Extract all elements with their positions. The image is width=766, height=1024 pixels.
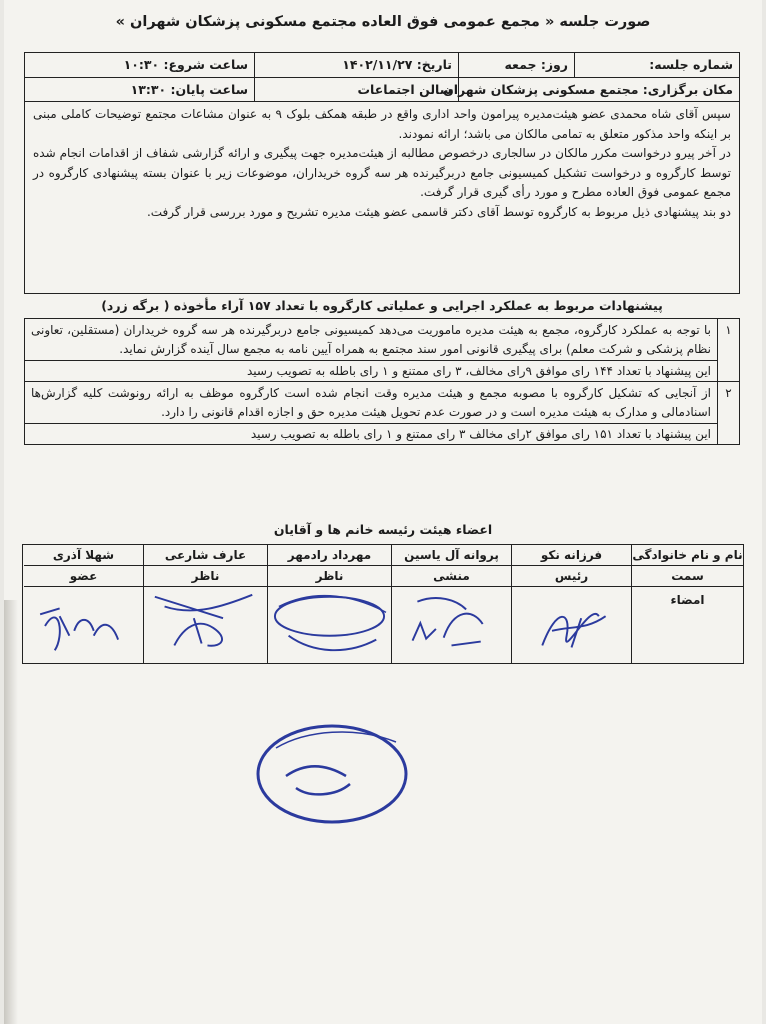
proposal-text: از آنجایی که تشکیل کارگروه با مصوبه مجمع و هیئت مدیره وقت انجام شده است کارگروه موظف به ارائه رونوشت کلیه گزارش‌ها اسنادمالی و مدارک به هیئت مدیره است و در صورت عدم تحویل هیئت مدیره حق و اجازه اقدام قانونی را دارد. [31, 386, 711, 419]
label-name: نام و نام خانوادگی [632, 545, 743, 566]
start-time: ساعت شروع: ۱۰:۳۰ [25, 53, 255, 77]
meeting-hall: سالن اجتماعات [255, 78, 459, 102]
meeting-date: تاریخ: ۱۴۰۲/۱۱/۲۷ [255, 53, 459, 77]
proposal-vote: این پیشنهاد با تعداد ۱۵۱ رای موافق ۲رای مخالف ۳ رای ممتنع و ۱ رای باطله به تصویب رسید [25, 423, 717, 444]
member-column [24, 545, 143, 663]
board-seal [236, 718, 414, 828]
member-column [511, 545, 631, 663]
signature-scribble [392, 587, 511, 663]
minutes-body [24, 100, 740, 294]
proposal-vote: این پیشنهاد با تعداد ۱۴۴ رای موافق ۹رای مخالف، ۳ رای ممتنع و ۱ رای باطله به تصویب رسید [25, 360, 717, 381]
label-signature: امضاء [670, 593, 705, 607]
document-title: صورت جلسه « مجمع عمومی فوق العاده مجتمع مسکونی پزشکان شهران » [115, 14, 651, 30]
member-role: ناظر [144, 566, 267, 587]
meeting-number: شماره جلسه: [649, 57, 733, 72]
proposals-title: پیشنهادات مربوط به عملکرد اجرایی و عملیاتی کارگروه با تعداد ۱۵۷ آراء مأخوذه ( برگه زرد) [101, 298, 663, 313]
signature-scribble [144, 587, 267, 663]
body-paragraph-3: دو بند پیشنهادی ذیل مربوط به کارگروه توسط آقای دکتر قاسمی عضو هیئت مدیره تشریح و مورد بررسی قرار گرفت. [146, 204, 731, 219]
end-time: ساعت پایان: ۱۳:۳۰ [25, 78, 255, 102]
signature-scribble [24, 587, 143, 663]
member-name: عارف شارعی [144, 545, 267, 566]
member-signature [392, 587, 511, 663]
member-name: شهلا آذری [24, 545, 143, 566]
member-name: فرزانه نکو [512, 545, 631, 566]
paper-shadow [4, 600, 18, 1024]
proposal-text: با توجه به عملکرد کارگروه، مجمع به هیئت مدیره ماموریت می‌دهد کمیسیونی جامع دربرگیرنده هر سه گروه خریداران (مستقلین، تعاونی نظام پزشکی و شرکت معلم) برای پیگیری قانونی امور سند مجتمع به همراه آیین نامه به مجمع سال آینده گزارش نماید. [31, 323, 711, 356]
header-row-2 [25, 77, 739, 102]
body-paragraph-2: در آخر پیرو درخواست مکرر مالکان در سالجاری درخصوص مطالبه از هیئت‌مدیره جهت پیگیری و ارائه گزارشی شفاف از اقدامات انجام شده توسط کارگروه و درخواست تشکیل کمیسیونی جامع دربرگیرنده هر سه گروه خریداران، موضوعات زیر با عنوان بسته پیشنهادی کارگروه در مجمع عمومی فوق العاده مطرح و مورد رأی گیری قرار گرفت. [33, 146, 731, 199]
signature-scribble [512, 587, 631, 663]
member-role: منشی [392, 566, 511, 587]
meeting-day: روز: جمعه [459, 53, 575, 77]
proposals-table [24, 318, 740, 445]
proposal-number: ۱ [717, 319, 739, 381]
member-signature [268, 587, 391, 663]
member-name: پروانه آل یاسین [392, 545, 511, 566]
proposal-number: ۲ [717, 382, 739, 444]
proposal-item [25, 319, 739, 381]
member-name: مهرداد رادمهر [268, 545, 391, 566]
row-labels-column [631, 545, 743, 663]
body-paragraph-1: سپس آقای شاه محمدی عضو هیئت‌مدیره پیرامون واحد اداری واقع در طبقه همکف بلوک ۹ به عنوان مشاعات مجتمع توضیحات کاملی مبنی بر اینکه واحد مذکور متعلق به تمامی مالکان می باشد؛ ارائه نمودند. [33, 107, 731, 141]
signature-table [22, 544, 744, 664]
doctor-stamp [268, 587, 391, 663]
member-column [391, 545, 511, 663]
member-signature [24, 587, 143, 663]
member-role: عضو [24, 566, 143, 587]
member-role: ناظر [268, 566, 391, 587]
meeting-header-table [24, 52, 740, 102]
document-page [4, 0, 762, 1024]
member-column [143, 545, 267, 663]
member-signature [144, 587, 267, 663]
member-role: رئیس [512, 566, 631, 587]
member-column [267, 545, 391, 663]
label-role: سمت [632, 566, 743, 587]
members-title: اعضاء هیئت رئیسه خانم ها و آقایان [273, 522, 493, 537]
proposal-item [25, 381, 739, 444]
header-row-1 [25, 53, 739, 77]
member-signature [512, 587, 631, 663]
meeting-venue: مکان برگزاری: مجتمع مسکونی پزشکان شهران [443, 82, 733, 97]
